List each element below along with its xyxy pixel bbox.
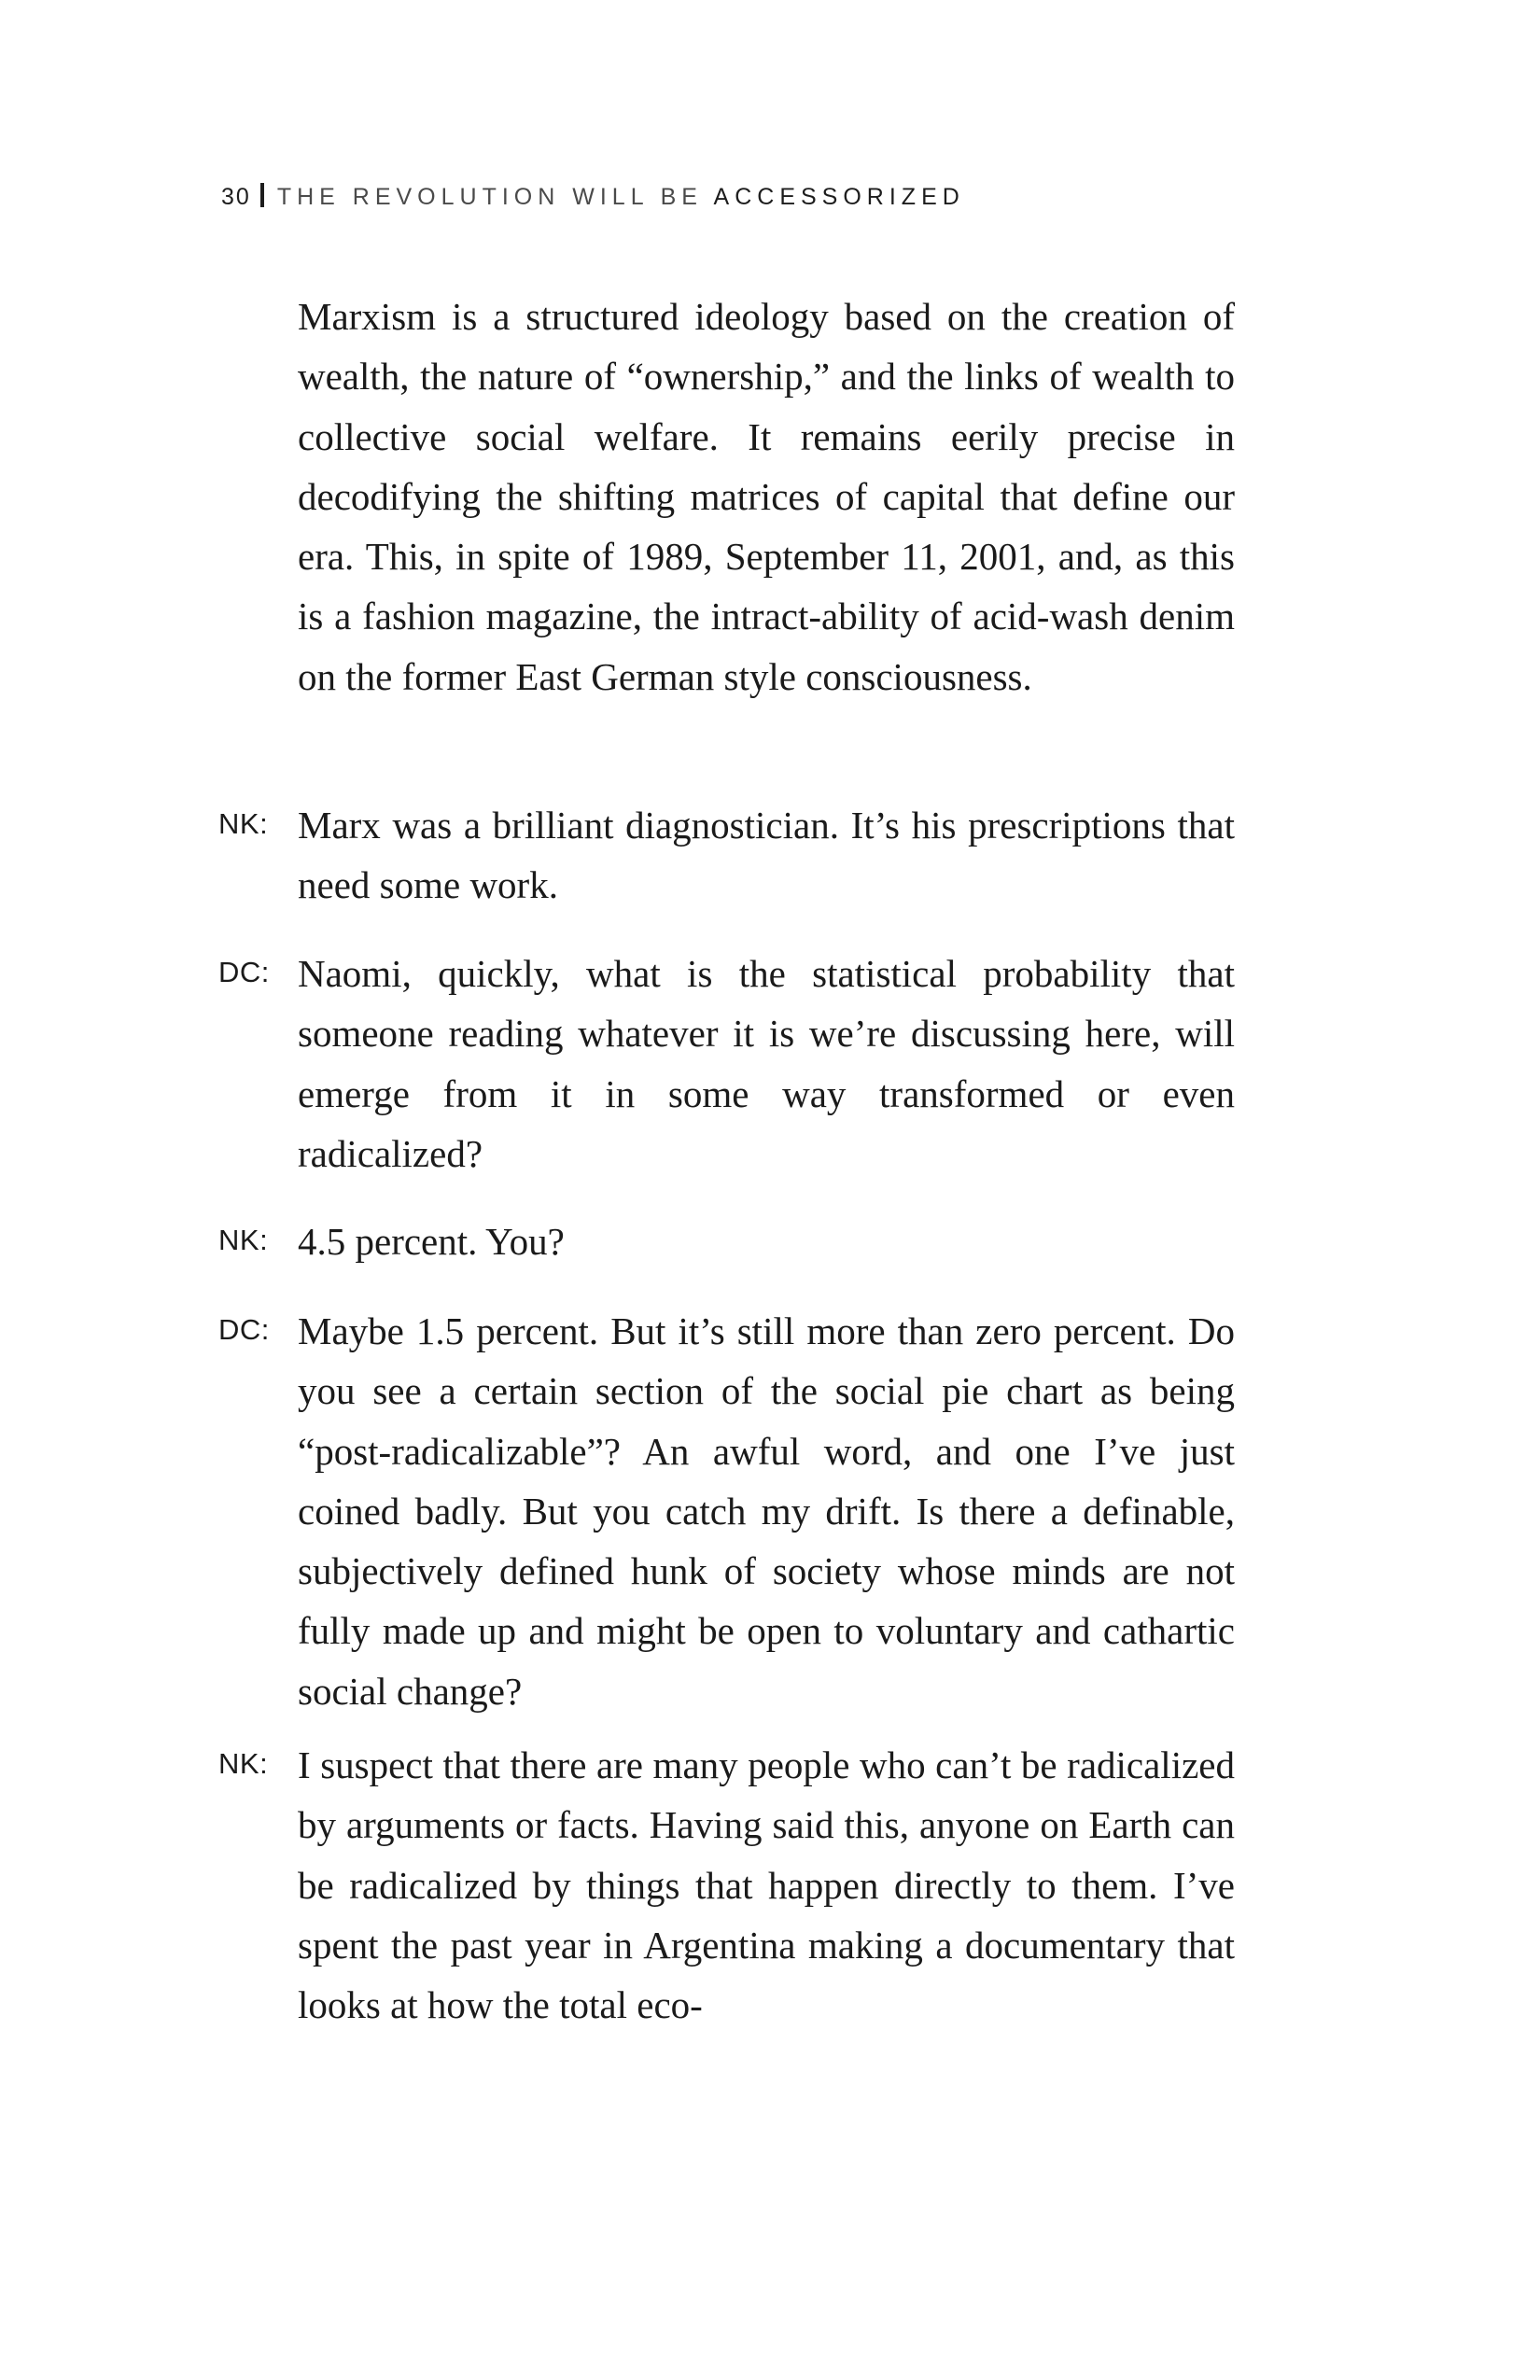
running-head-title-part1: THE REVOLUTION — [276, 184, 561, 210]
speaker-label: NK: — [218, 807, 269, 840]
paragraph: Marx was a brilliant diagnostician. It’s his prescriptions that need some work. — [298, 804, 1235, 907]
running-head — [221, 183, 965, 211]
paragraph: Naomi, quickly, what is the statistical probability that someone reading whatever it is we’re discussing here, will emerge from it in some way transformed or even radicalized? — [298, 952, 1235, 1175]
header-divider — [260, 183, 264, 207]
running-head-title-part2: WILL BE — [572, 184, 703, 210]
paragraph-intro: Marxism is a structured ideology based on the creation of wealth, the nature of “ownership,” and the links of wealth to collective social welfare. It remains eerily precise in decodifying the shifting matrices of capital that define our era. This, in spite of 1989, September 11, 2001, and, as this is a fashion magazine, the intract-ability of acid-wash denim on the former East German style consciousness. — [298, 295, 1235, 698]
paragraph: 4.5 percent. You? — [298, 1220, 565, 1263]
speaker-label: NK: — [218, 1747, 269, 1780]
running-head-title-part3: ACCESSORIZED — [713, 184, 965, 210]
paragraph: Maybe 1.5 percent. But it’s still more than zero percent. Do you see a certain section of the social pie chart as being “post-radicalizable”? An awful word, and one I’ve just coined badly. But you catch my drift. Is there a definable, subjectively defined hunk of society whose minds are not fully made up and might be open to voluntary and cathartic social change? — [298, 1309, 1235, 1713]
speaker-label: NK: — [218, 1224, 269, 1256]
page-number: 30 — [221, 184, 251, 210]
paragraph: I suspect that there are many people who can’t be radicalized by arguments or facts. Having said this, anyone on Earth can be radicalized by things that happen directly to them. I’ve spent the past year in Argentina making a documentary that looks at how the total eco- — [298, 1743, 1235, 2027]
speaker-label: DC: — [218, 1313, 270, 1346]
speaker-label: DC: — [218, 956, 270, 988]
